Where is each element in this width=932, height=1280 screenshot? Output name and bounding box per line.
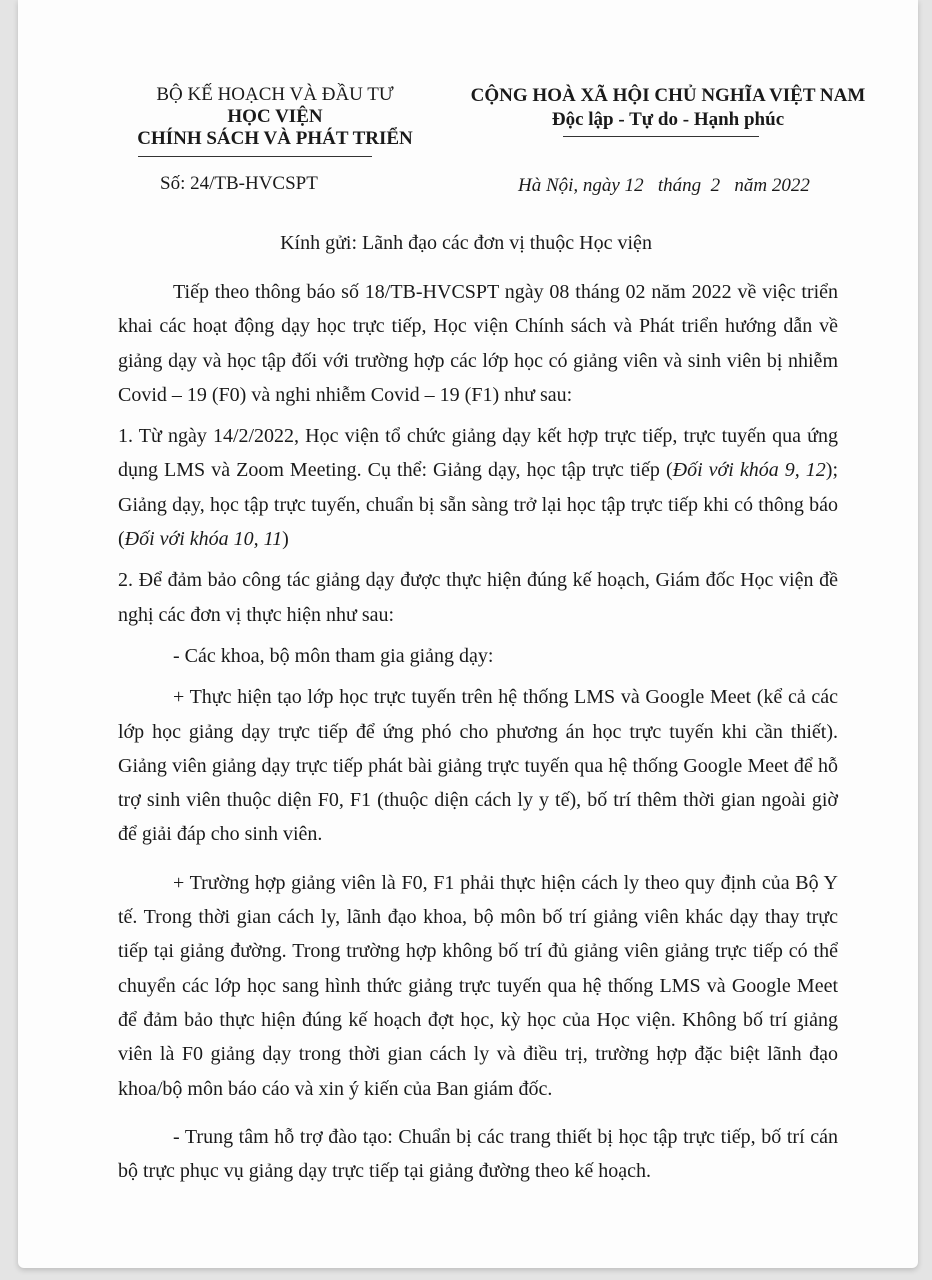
agency-name-line2: CHÍNH SÁCH VÀ PHÁT TRIỂN bbox=[137, 128, 413, 149]
agency-underline bbox=[138, 156, 372, 157]
faculty-heading: - Các khoa, bộ môn tham gia giảng dạy: bbox=[173, 644, 494, 667]
motto-underline bbox=[563, 136, 759, 137]
section-1-text-c: ) bbox=[282, 528, 289, 551]
issuing-agency-block bbox=[122, 84, 428, 150]
country-name: CỘNG HOÀ XÃ HỘI CHỦ NGHĨA VIỆT NAM bbox=[470, 85, 866, 106]
agency-name-line1: HỌC VIỆN bbox=[227, 106, 323, 127]
intro-paragraph: Tiếp theo thông báo số 18/TB-HVCSPT ngày 08 tháng 02 năm 2022 về việc triển khai các hoạt động dạy học trực tiếp, Học viện Chính sách và Phát triển hướng dẫn về giảng dạy và học tập đối với trường hợp các lớp học có giảng viên và sinh viên bị nhiễm Covid – 19 (F0) và nghi nhiễm Covid – 19 (F1) như sau: bbox=[118, 281, 838, 406]
national-title-block bbox=[448, 84, 888, 132]
recipient-line: Kính gửi: Lãnh đạo các đơn vị thuộc Học viện bbox=[280, 232, 652, 254]
section-1-text-a: 1. Từ ngày 14/2/2022, Học viện tổ chức giảng dạy kết hợp trực tiếp, trực tuyến qua ứng dụng LMS và Zoom Meeting. Cụ thể: Giảng dạy, học tập trực tiếp ( bbox=[118, 425, 838, 482]
document-date: Hà Nội, ngày 12 tháng 2 năm 2022 bbox=[518, 175, 810, 196]
section-1-italic-a: Đối với khóa 9, 12 bbox=[672, 459, 826, 482]
national-motto: Độc lập - Tự do - Hạnh phúc bbox=[551, 109, 785, 130]
document-number: Số: 24/TB-HVCSPT bbox=[160, 173, 318, 194]
section-1-italic-b: Đối với khóa 10, 11 bbox=[124, 528, 283, 551]
section-2-paragraph: 2. Để đảm bảo công tác giảng dạy được thực hiện đúng kế hoạch, Giám đốc Học viện đề nghị các đơn vị thực hiện như sau: bbox=[118, 569, 838, 626]
document-body bbox=[118, 275, 838, 1188]
faculty-item-1: + Thực hiện tạo lớp học trực tuyến trên hệ thống LMS và Google Meet (kể cả các lớp học giảng dạy trực tiếp để ứng phó cho phương án học trực tuyến khi cần thiết). Giảng viên giảng dạy trực tiếp phát bài giảng trực tuyến qua hệ thống Google Meet để hỗ trợ sinh viên thuộc diện F0, F1 (thuộc diện cách ly y tế), bố trí thêm thời gian ngoài giờ để giải đáp cho sinh viên. bbox=[118, 686, 838, 846]
section-1-text-b: ); Giảng dạy, học tập trực tuyến, chuẩn bị sẵn sàng trở lại học tập trực tiếp khi có thông báo ( bbox=[118, 459, 839, 551]
faculty-item-2: + Trường hợp giảng viên là F0, F1 phải thực hiện cách ly theo quy định của Bộ Y tế. Trong thời gian cách ly, lãnh đạo khoa, bộ môn bố trí giảng viên khác dạy thay trực tiếp tại giảng đường. Trong trường hợp không bố trí đủ giảng viên giảng trực tiếp có thể chuyển các lớp học sang hình thức giảng trực tuyến qua hệ thống LMS và Google Meet để đảm bảo thực hiện đúng kế hoạch đợt học, kỳ học của Học viện. Không bố trí giảng viên là F0 giảng dạy trong thời gian cách ly và điều trị, trường hợp đặc biệt lãnh đạo khoa/bộ môn báo cáo và xin ý kiến của Ban giám đốc. bbox=[118, 871, 838, 1100]
section-1-paragraph bbox=[118, 419, 838, 556]
training-center-paragraph: - Trung tâm hỗ trợ đào tạo: Chuẩn bị các trang thiết bị học tập trực tiếp, bố trí cán bộ trực phục vụ giảng dạy trực tiếp tại giảng đường theo kế hoạch. bbox=[118, 1125, 838, 1183]
ministry-name: BỘ KẾ HOẠCH VÀ ĐẦU TƯ bbox=[156, 84, 394, 105]
